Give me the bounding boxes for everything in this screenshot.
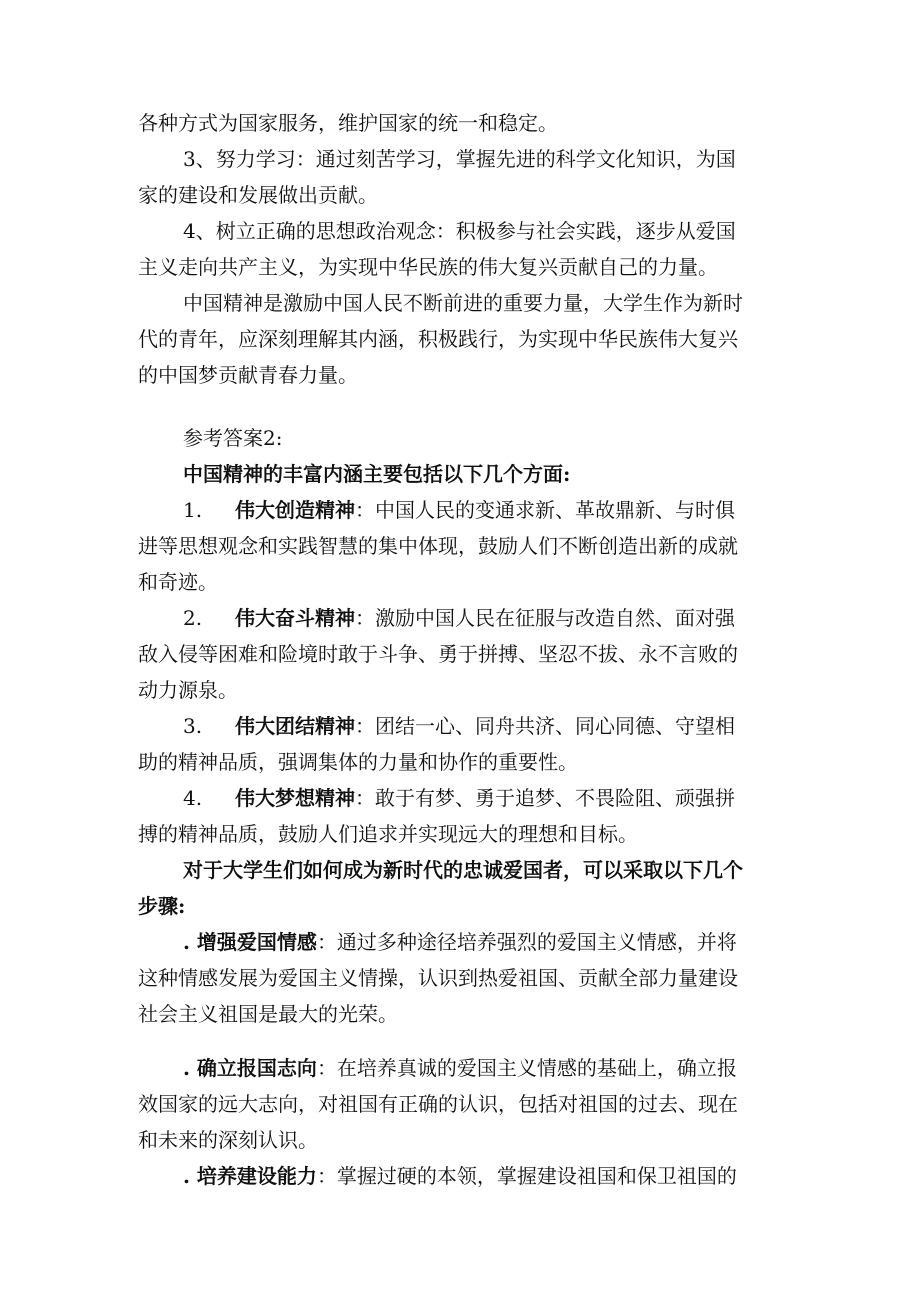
item-number: 2. xyxy=(183,606,203,630)
text-line: 步骤: xyxy=(138,894,186,918)
text-line: 和奇迹。 xyxy=(138,570,218,594)
item-number: 4. xyxy=(183,786,203,810)
item-text: ：敢于有梦、勇于追梦、不畏险阻、顽强拼 xyxy=(355,786,735,810)
list-item xyxy=(138,780,788,852)
text-line: 家的建设和发展做出贡献。 xyxy=(138,183,378,207)
step-item xyxy=(138,924,788,1032)
item-text: ：中国人民的变通求新、革故鼎新、与时俱 xyxy=(355,498,735,522)
answer-heading: 参考答案2: xyxy=(183,426,283,450)
text-line: 代的青年，应深刻理解其内涵，积极践行，为实现中华民族伟大复兴 xyxy=(138,327,738,351)
list-item xyxy=(138,708,788,780)
text-line: 对于大学生们如何成为新时代的忠诚爱国者，可以采取以下几个 xyxy=(183,858,743,882)
text-line: 效国家的远大志向，对祖国有正确的认识，包括对祖国的过去、现在 xyxy=(138,1092,738,1116)
step-text: ：掌握过硬的本领，掌握建设祖国和保卫祖国的 xyxy=(316,1164,737,1188)
text-line: 这种情感发展为爱国主义情操，认识到热爱祖国、贡献全部力量建设 xyxy=(138,966,738,990)
step-title: . 确立报国志向 xyxy=(183,1056,317,1080)
step-text: ：在培养真诚的爱国主义情感的基础上，确立报 xyxy=(316,1056,737,1080)
paragraph-continuation xyxy=(138,105,788,141)
text-line: 3、努力学习：通过刻苦学习，掌握先进的科学文化知识，为国 xyxy=(183,147,736,171)
step-title: . 培养建设能力 xyxy=(183,1164,317,1188)
item-number: 3. xyxy=(183,714,203,738)
text-line: 中国精神是激励中国人民不断前进的重要力量，大学生作为新时 xyxy=(183,291,743,315)
text-line: 助的精神品质，强调集体的力量和协作的重要性。 xyxy=(138,750,578,774)
list-item xyxy=(138,600,788,708)
text-line: 进等思想观念和实践智慧的集中体现，鼓励人们不断创造出新的成就 xyxy=(138,534,738,558)
steps-intro xyxy=(138,852,788,924)
text-line: 社会主义祖国是最大的光荣。 xyxy=(138,1002,398,1026)
answer-intro: 中国精神的丰富内涵主要包括以下几个方面: xyxy=(183,462,571,486)
item-text: ：团结一心、同舟共济、同心同德、守望相 xyxy=(355,714,735,738)
text-line: 搏的精神品质，鼓励人们追求并实现远大的理想和目标。 xyxy=(138,822,638,846)
text-line: 动力源泉。 xyxy=(138,678,238,702)
step-text: ：通过多种途径培养强烈的爱国主义情感，并将 xyxy=(316,930,737,954)
step-title: . 增强爱国情感 xyxy=(183,930,317,954)
text-line: 主义走向共产主义，为实现中华民族的伟大复兴贡献自己的力量。 xyxy=(138,255,718,279)
item-text: ：激励中国人民在征服与改造自然、面对强 xyxy=(355,606,735,630)
text-line: 和未来的深刻认识。 xyxy=(138,1128,318,1152)
text-line: 各种方式为国家服务，维护国家的统一和稳定。 xyxy=(138,111,558,135)
paragraph-point-3 xyxy=(138,141,788,213)
item-number: 1. xyxy=(183,498,203,522)
step-item xyxy=(138,1050,788,1158)
list-item xyxy=(138,492,788,600)
text-line: 的中国梦贡献青春力量。 xyxy=(138,363,358,387)
item-title: 伟大团结精神 xyxy=(235,714,355,738)
answer-2-section xyxy=(138,420,788,492)
step-item xyxy=(138,1158,788,1194)
text-line: 4、树立正确的思想政治观念：积极参与社会实践，逐步从爱国 xyxy=(183,219,736,243)
paragraph-point-4 xyxy=(138,213,788,285)
item-title: 伟大创造精神 xyxy=(235,498,355,522)
text-line: 敌入侵等困难和险境时敢于斗争、勇于拼搏、坚忍不拔、永不言败的 xyxy=(138,642,738,666)
paragraph-conclusion xyxy=(138,285,788,393)
item-title: 伟大奋斗精神 xyxy=(235,606,355,630)
item-title: 伟大梦想精神 xyxy=(235,786,355,810)
